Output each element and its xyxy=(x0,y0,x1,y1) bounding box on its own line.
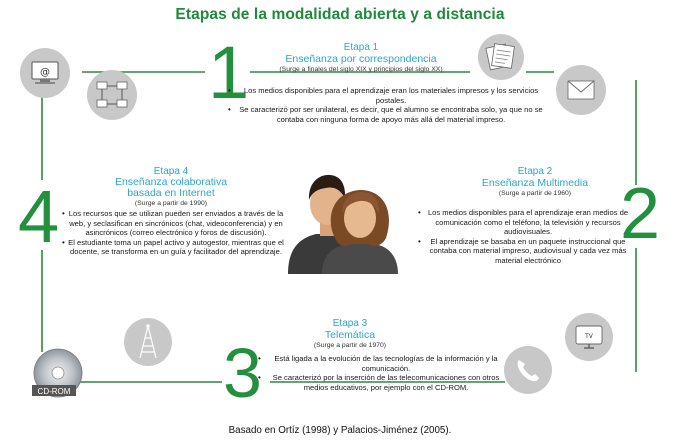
stage-3-label: Etapa 3 xyxy=(332,318,368,329)
stage-2-number: 2 xyxy=(620,174,661,254)
students-illustration xyxy=(282,162,402,274)
stage-4-number: 4 xyxy=(18,175,60,258)
source-caption: Basado en Ortíz (1998) y Palacios-Jiménez (2005). xyxy=(228,425,452,436)
stage-4-bullets xyxy=(62,209,284,257)
network-icon xyxy=(87,70,137,120)
stage-3-number: 3 xyxy=(223,334,262,412)
tv-label: TV xyxy=(585,333,593,340)
stage-2-bullet: • Los medios disponibles para el aprendizaje eran medios de comunicación como el teléfono, la televisión y recursos audiovisuales. xyxy=(418,208,632,237)
stage-3-bullet: • Está ligada a la evolución de las tecnologías de la información y la comunicación. xyxy=(258,354,508,373)
stage-2-heading xyxy=(460,166,610,197)
stage-1-name: Enseñanza por correspondencia xyxy=(285,53,437,65)
stage-4-period: (Surge a partir de 1990) xyxy=(134,200,208,207)
stage-4-name: Enseñanza colaborativa basada en Internet xyxy=(114,176,228,199)
stage-3-heading xyxy=(280,318,420,349)
cd-rom-icon xyxy=(24,348,86,404)
diagram-title: Etapas de la modalidad abierta y a distancia xyxy=(175,6,505,23)
stage-3-name: Telemática xyxy=(324,329,376,341)
stage-1-bullets xyxy=(228,86,548,124)
printed-materials-icon xyxy=(478,34,524,80)
stage-2-period: (Surge a partir de 1960) xyxy=(498,190,572,197)
cd-rom-label: CD-ROM xyxy=(37,387,71,396)
envelope-icon xyxy=(556,65,606,115)
stage-4-heading xyxy=(76,166,266,207)
email-at-symbol: @ xyxy=(40,67,50,78)
stage-1-label: Etapa 1 xyxy=(343,42,379,53)
stage-4-bullet: • Los recursos que se utilizan pueden ser enviados a través de la web, y seclasifican en sincrónicos (chat, videoconferencia) y en asincrónicos (correo electrónico y foros de discusión). xyxy=(62,209,284,238)
stage-1-number: 1 xyxy=(208,31,250,114)
stage-2-label: Etapa 2 xyxy=(517,166,553,177)
stage-2-bullet: • El aprendizaje se basaba en un paquete instruccional que contaba con material impreso, audiovisual y cada vez más material electrónico xyxy=(418,237,632,266)
stage-2-bullets xyxy=(418,208,632,266)
stage-1-heading xyxy=(256,42,466,73)
stage-4-bullet: • El estudiante toma un papel activo y autogestor, mientras que el docente, se transforma en un guía y facilitador del aprendizaje. xyxy=(62,238,284,257)
stage-2-name: Enseñanza Multimedia xyxy=(481,177,589,189)
stage-3-bullets xyxy=(258,354,508,392)
stage-1-bullet: • Los medios disponibles para el aprendizaje eran los materiales impresos y los servicios postales. xyxy=(228,86,548,105)
telephone-icon xyxy=(504,346,552,394)
stage-4-label: Etapa 4 xyxy=(153,166,189,177)
stage-3-bullet: • Se caracterizó por la inserción de las telecomunicaciones con otros medios educativos, por ejemplo con el CD-ROM. xyxy=(258,373,508,392)
stage-1-bullet: • Se caracterizó por ser unilateral, es decir, que el alumno se encontraba solo, ya que no se contaba con ninguna forma de apoyo más allá del material impreso. xyxy=(228,105,548,124)
television-icon xyxy=(565,313,613,361)
stage-1-period: (Surge a finales del siglo XIX y principios del siglo XX) xyxy=(279,66,443,73)
computer-email-icon xyxy=(20,48,70,98)
stage-3-period: (Surge a partir de 1970) xyxy=(313,342,387,349)
antenna-tower-icon xyxy=(124,318,172,366)
